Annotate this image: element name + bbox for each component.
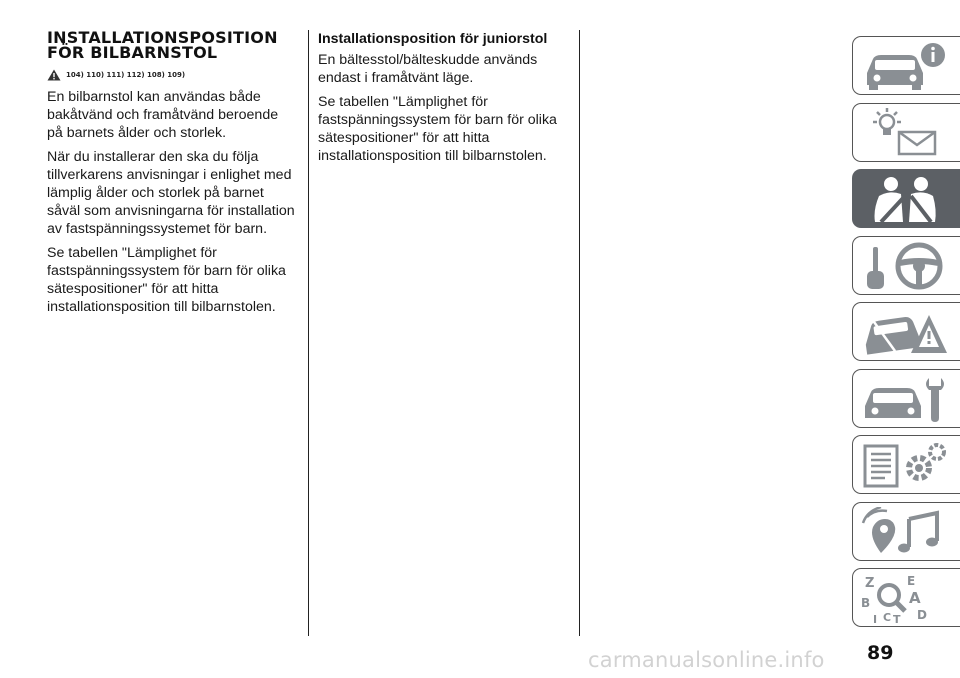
column-divider — [579, 30, 580, 636]
title-line-1: INSTALLATIONSPOSITION — [47, 28, 278, 47]
sidebar-tab-starting-driving[interactable] — [852, 236, 960, 295]
index-icon — [859, 573, 951, 623]
warning-refs-text: 104) 110) 111) 112) 108) 109) — [66, 71, 186, 79]
paragraph: Se tabellen "Lämplighet för fastspänningssystem för barn för olika sätespositioner" för att hitta installationsposition till bilbarnstolen. — [47, 245, 286, 315]
title-line-2: FÖR BILBARNSTOL — [47, 43, 218, 62]
warning-lights-icon — [859, 108, 951, 158]
svg-text:I: I — [873, 613, 878, 623]
sidebar-tab-index[interactable] — [852, 568, 960, 627]
svg-text:E: E — [907, 574, 916, 588]
svg-text:T: T — [893, 613, 901, 623]
technical-data-icon — [859, 440, 951, 490]
sidebar-tab-warning-lights[interactable] — [852, 103, 960, 162]
sidebar-tab-emergency[interactable] — [852, 302, 960, 361]
multimedia-icon — [859, 507, 951, 557]
svg-text:D: D — [917, 608, 927, 622]
svg-text:A: A — [909, 589, 921, 607]
breakdown-icon — [859, 307, 951, 357]
paragraph: Se tabellen "Lämplighet för fastspänningssystem för barn för olika sätespositioner" för att hitta installationsposition till bilbarnstolen. — [318, 94, 557, 164]
column-divider — [308, 30, 309, 636]
sidebar-tab-maintenance[interactable] — [852, 369, 960, 428]
warning-references — [47, 68, 297, 82]
paragraph: När du installerar den ska du följa tillverkarens anvisningar i enlighet med lämplig ålder och storlek på barnet såväl som anvisningarna för installation av fastspänningssystemet för barn. — [47, 149, 295, 237]
paragraph: En bilbarnstol kan användas både bakåtvänd och framåtvänd beroende på barnets ålder och storlek. — [47, 89, 279, 141]
car-maintenance-icon — [859, 374, 951, 424]
sidebar-tab-technical-data[interactable] — [852, 435, 960, 494]
svg-text:C: C — [883, 611, 892, 623]
key-steering-wheel-icon — [859, 241, 951, 291]
seat-safety-icon — [859, 174, 951, 224]
sidebar-tab-safety[interactable] — [852, 169, 960, 228]
footer-watermark: carmanualsonline.info — [588, 648, 825, 672]
page-number: 89 — [867, 642, 894, 664]
sidebar-tab-multimedia[interactable] — [852, 502, 960, 561]
paragraph: En bältesstol/bälteskudde används endast i framåtvänt läge. — [318, 52, 538, 86]
svg-text:B: B — [861, 596, 871, 610]
left-column — [47, 30, 297, 316]
sidebar-tab-car-info[interactable] — [852, 36, 960, 95]
section-title — [47, 30, 297, 60]
warning-triangle-icon — [47, 69, 61, 81]
car-info-icon — [859, 41, 951, 91]
subsection-heading: Installationsposition för juniorstol — [318, 31, 548, 47]
svg-text:Z: Z — [865, 576, 875, 591]
chapter-sidebar — [852, 36, 960, 635]
middle-column — [318, 30, 570, 165]
